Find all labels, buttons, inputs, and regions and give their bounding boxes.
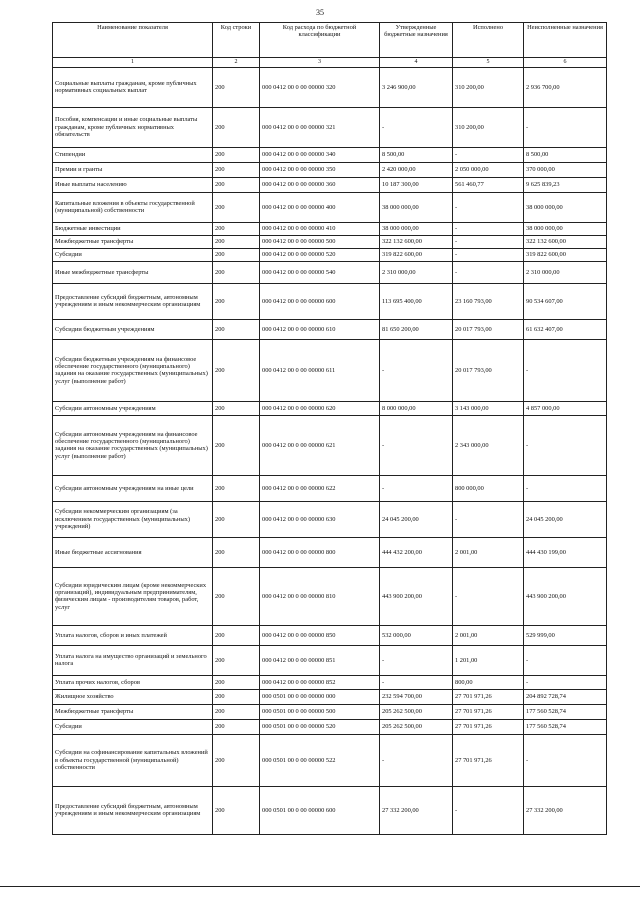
cell-indicator-name: Бюджетные инвестиции	[53, 222, 213, 235]
cell-executed: 561 460,77	[453, 177, 524, 192]
cell-line-code: 200	[213, 319, 260, 339]
cell-executed: 1 201,00	[453, 645, 524, 675]
cell-executed: 800 000,00	[453, 475, 524, 501]
cell-unexecuted: -	[524, 107, 607, 147]
cell-expense-code: 000 0412 00 0 00 00000 350	[260, 162, 380, 177]
cell-approved: -	[380, 475, 453, 501]
cell-line-code: 200	[213, 537, 260, 567]
cell-executed: 3 143 000,00	[453, 401, 524, 415]
cell-executed: -	[453, 248, 524, 261]
table-row	[53, 177, 607, 192]
cell-indicator-name: Стипендии	[53, 147, 213, 162]
cell-line-code: 200	[213, 401, 260, 415]
table-row	[53, 415, 607, 475]
cell-unexecuted: -	[524, 734, 607, 786]
cell-expense-code: 000 0412 00 0 00 00000 622	[260, 475, 380, 501]
cell-line-code: 200	[213, 283, 260, 319]
cell-unexecuted: 24 045 200,00	[524, 501, 607, 537]
cell-line-code: 200	[213, 415, 260, 475]
header-executed: Исполнено	[453, 23, 524, 58]
cell-executed: 310 200,00	[453, 67, 524, 107]
cell-unexecuted: 443 900 200,00	[524, 567, 607, 625]
cell-indicator-name: Капитальные вложения в объекты государственной (муниципальной) собственности	[53, 192, 213, 222]
cell-line-code: 200	[213, 248, 260, 261]
cell-line-code: 200	[213, 675, 260, 689]
cell-approved: 232 594 700,00	[380, 689, 453, 704]
cell-indicator-name: Субсидии	[53, 719, 213, 734]
cell-expense-code: 000 0412 00 0 00 00000 810	[260, 567, 380, 625]
cell-approved: -	[380, 645, 453, 675]
table-row	[53, 339, 607, 401]
header-line-code: Код строки	[213, 23, 260, 58]
table-header-row	[53, 23, 607, 58]
cell-approved: -	[380, 107, 453, 147]
cell-indicator-name: Предоставление субсидий бюджетным, автономным учреждениям и иным некоммерческим организациям	[53, 283, 213, 319]
cell-unexecuted: -	[524, 339, 607, 401]
cell-indicator-name: Иные выплаты населению	[53, 177, 213, 192]
cell-approved: 443 900 200,00	[380, 567, 453, 625]
cell-indicator-name: Субсидии юридическим лицам (кроме некоммерческих организаций), индивидуальным предпринимателям, физическим лицам - производителям товаров, работ, услуг	[53, 567, 213, 625]
cell-expense-code: 000 0412 00 0 00 00000 540	[260, 261, 380, 283]
cell-indicator-name: Субсидии	[53, 248, 213, 261]
column-number: 1	[53, 58, 213, 68]
header-indicator-name: Наименование показателя	[53, 23, 213, 58]
cell-approved: 2 310 000,00	[380, 261, 453, 283]
table-row	[53, 734, 607, 786]
column-number-row	[53, 58, 607, 68]
cell-executed: -	[453, 222, 524, 235]
cell-indicator-name: Субсидии бюджетным учреждениям на финансовое обеспечение государственного (муниципального) задания на оказание государственных (муниципальных) услуг (выполнение работ)	[53, 339, 213, 401]
cell-line-code: 200	[213, 719, 260, 734]
table-row	[53, 625, 607, 645]
cell-line-code: 200	[213, 339, 260, 401]
cell-approved: 8 500,00	[380, 147, 453, 162]
table-row	[53, 567, 607, 625]
table-row	[53, 704, 607, 719]
cell-line-code: 200	[213, 475, 260, 501]
cell-expense-code: 000 0412 00 0 00 00000 630	[260, 501, 380, 537]
cell-executed: 2 050 000,00	[453, 162, 524, 177]
cell-expense-code: 000 0412 00 0 00 00000 800	[260, 537, 380, 567]
cell-approved: -	[380, 675, 453, 689]
cell-line-code: 200	[213, 107, 260, 147]
cell-approved: -	[380, 415, 453, 475]
cell-unexecuted: 27 332 200,00	[524, 786, 607, 834]
cell-line-code: 200	[213, 192, 260, 222]
cell-unexecuted: 204 892 728,74	[524, 689, 607, 704]
cell-executed: 27 701 971,26	[453, 689, 524, 704]
table-row	[53, 537, 607, 567]
cell-unexecuted: 444 430 199,00	[524, 537, 607, 567]
column-number: 6	[524, 58, 607, 68]
cell-indicator-name: Субсидии автономным учреждениям	[53, 401, 213, 415]
cell-indicator-name: Уплата налогов, сборов и иных платежей	[53, 625, 213, 645]
cell-unexecuted: 9 625 839,23	[524, 177, 607, 192]
budget-execution-table	[52, 22, 607, 835]
cell-expense-code: 000 0412 00 0 00 00000 320	[260, 67, 380, 107]
table-row	[53, 501, 607, 537]
cell-approved: 205 262 500,00	[380, 704, 453, 719]
cell-executed: 27 701 971,26	[453, 704, 524, 719]
cell-approved: 2 420 000,00	[380, 162, 453, 177]
table-row	[53, 401, 607, 415]
cell-approved: -	[380, 734, 453, 786]
cell-indicator-name: Уплата прочих налогов, сборов	[53, 675, 213, 689]
cell-executed: -	[453, 192, 524, 222]
cell-executed: 2 001,00	[453, 625, 524, 645]
cell-expense-code: 000 0412 00 0 00 00000 340	[260, 147, 380, 162]
cell-expense-code: 000 0412 00 0 00 00000 852	[260, 675, 380, 689]
cell-unexecuted: 38 000 000,00	[524, 192, 607, 222]
cell-expense-code: 000 0501 00 0 00 00000 000	[260, 689, 380, 704]
cell-approved: -	[380, 339, 453, 401]
cell-expense-code: 000 0501 00 0 00 00000 600	[260, 786, 380, 834]
cell-indicator-name: Иные межбюджетные трансферты	[53, 261, 213, 283]
table-row	[53, 261, 607, 283]
cell-unexecuted: 322 132 600,00	[524, 235, 607, 248]
cell-approved: 532 000,00	[380, 625, 453, 645]
cell-expense-code: 000 0501 00 0 00 00000 500	[260, 704, 380, 719]
cell-line-code: 200	[213, 177, 260, 192]
cell-line-code: 200	[213, 734, 260, 786]
cell-unexecuted: 2 936 700,00	[524, 67, 607, 107]
cell-executed: -	[453, 567, 524, 625]
cell-expense-code: 000 0412 00 0 00 00000 321	[260, 107, 380, 147]
cell-unexecuted: 38 000 000,00	[524, 222, 607, 235]
table-row	[53, 689, 607, 704]
cell-executed: 2 001,00	[453, 537, 524, 567]
cell-expense-code: 000 0501 00 0 00 00000 520	[260, 719, 380, 734]
table-row	[53, 222, 607, 235]
cell-executed: -	[453, 147, 524, 162]
header-unexecuted: Неисполненные назначения	[524, 23, 607, 58]
cell-approved: 319 822 600,00	[380, 248, 453, 261]
table-row	[53, 475, 607, 501]
cell-approved: 38 000 000,00	[380, 222, 453, 235]
cell-indicator-name: Субсидии на софинансирование капитальных вложений в объекты государственной (муниципальной) собственности	[53, 734, 213, 786]
cell-expense-code: 000 0412 00 0 00 00000 500	[260, 235, 380, 248]
cell-indicator-name: Субсидии автономным учреждениям на финансовое обеспечение государственного (муниципального) задания на оказание государственных (муниципальных) услуг (выполнение работ)	[53, 415, 213, 475]
cell-unexecuted: -	[524, 675, 607, 689]
cell-line-code: 200	[213, 67, 260, 107]
cell-line-code: 200	[213, 567, 260, 625]
cell-executed: 310 200,00	[453, 107, 524, 147]
table-row	[53, 645, 607, 675]
cell-expense-code: 000 0412 00 0 00 00000 611	[260, 339, 380, 401]
cell-unexecuted: 61 632 407,00	[524, 319, 607, 339]
cell-approved: 3 246 900,00	[380, 67, 453, 107]
cell-executed: 20 017 793,00	[453, 319, 524, 339]
cell-line-code: 200	[213, 235, 260, 248]
column-number: 5	[453, 58, 524, 68]
cell-indicator-name: Межбюджетные трансферты	[53, 704, 213, 719]
cell-executed: -	[453, 786, 524, 834]
cell-approved: 24 045 200,00	[380, 501, 453, 537]
cell-line-code: 200	[213, 689, 260, 704]
table-row	[53, 786, 607, 834]
cell-approved: 10 187 300,00	[380, 177, 453, 192]
table-row	[53, 67, 607, 107]
cell-executed: 20 017 793,00	[453, 339, 524, 401]
cell-expense-code: 000 0412 00 0 00 00000 520	[260, 248, 380, 261]
cell-unexecuted: -	[524, 415, 607, 475]
cell-unexecuted: 319 822 600,00	[524, 248, 607, 261]
cell-indicator-name: Предоставление субсидий бюджетным, автономным учреждениям и иным некоммерческим организациям	[53, 786, 213, 834]
cell-executed: -	[453, 235, 524, 248]
cell-expense-code: 000 0412 00 0 00 00000 360	[260, 177, 380, 192]
table-row	[53, 107, 607, 147]
cell-indicator-name: Жилищное хозяйство	[53, 689, 213, 704]
cell-line-code: 200	[213, 645, 260, 675]
table-row	[53, 235, 607, 248]
cell-indicator-name: Субсидии бюджетным учреждениям	[53, 319, 213, 339]
cell-unexecuted: 4 857 000,00	[524, 401, 607, 415]
column-number: 3	[260, 58, 380, 68]
cell-expense-code: 000 0412 00 0 00 00000 851	[260, 645, 380, 675]
cell-unexecuted: 177 560 528,74	[524, 719, 607, 734]
table-row	[53, 719, 607, 734]
cell-approved: 81 650 200,00	[380, 319, 453, 339]
table-row	[53, 283, 607, 319]
cell-unexecuted: 90 534 607,00	[524, 283, 607, 319]
table-row	[53, 192, 607, 222]
cell-executed: 27 701 971,26	[453, 734, 524, 786]
cell-unexecuted: 529 999,00	[524, 625, 607, 645]
cell-approved: 322 132 600,00	[380, 235, 453, 248]
table-body	[53, 67, 607, 834]
cell-indicator-name: Уплата налога на имущество организаций и земельного налога	[53, 645, 213, 675]
cell-line-code: 200	[213, 162, 260, 177]
table-row	[53, 147, 607, 162]
cell-executed: -	[453, 501, 524, 537]
cell-indicator-name: Премии и гранты	[53, 162, 213, 177]
page-bottom-rule	[0, 886, 640, 887]
cell-expense-code: 000 0412 00 0 00 00000 850	[260, 625, 380, 645]
cell-executed: 2 343 000,00	[453, 415, 524, 475]
cell-line-code: 200	[213, 261, 260, 283]
table-row	[53, 675, 607, 689]
cell-approved: 113 695 400,00	[380, 283, 453, 319]
cell-executed: 23 160 793,00	[453, 283, 524, 319]
table-row	[53, 162, 607, 177]
cell-unexecuted: -	[524, 645, 607, 675]
cell-line-code: 200	[213, 786, 260, 834]
column-number: 2	[213, 58, 260, 68]
column-number: 4	[380, 58, 453, 68]
cell-line-code: 200	[213, 501, 260, 537]
cell-expense-code: 000 0412 00 0 00 00000 410	[260, 222, 380, 235]
cell-line-code: 200	[213, 147, 260, 162]
cell-unexecuted: 2 310 000,00	[524, 261, 607, 283]
cell-approved: 205 262 500,00	[380, 719, 453, 734]
cell-executed: -	[453, 261, 524, 283]
cell-approved: 444 432 200,00	[380, 537, 453, 567]
cell-executed: 27 701 971,26	[453, 719, 524, 734]
cell-approved: 8 000 000,00	[380, 401, 453, 415]
cell-expense-code: 000 0412 00 0 00 00000 621	[260, 415, 380, 475]
cell-indicator-name: Субсидии автономным учреждениям на иные цели	[53, 475, 213, 501]
cell-expense-code: 000 0501 00 0 00 00000 522	[260, 734, 380, 786]
cell-indicator-name: Субсидии некоммерческим организациям (за исключением государственных (муниципальных) учреждений)	[53, 501, 213, 537]
cell-unexecuted: 8 500,00	[524, 147, 607, 162]
cell-unexecuted: 370 000,00	[524, 162, 607, 177]
cell-indicator-name: Социальные выплаты гражданам, кроме публичных нормативных социальных выплат	[53, 67, 213, 107]
cell-expense-code: 000 0412 00 0 00 00000 600	[260, 283, 380, 319]
cell-unexecuted: -	[524, 475, 607, 501]
page-number: 35	[316, 8, 324, 17]
cell-indicator-name: Иные бюджетные ассигнования	[53, 537, 213, 567]
header-approved: Утвержденные бюджетные назначения	[380, 23, 453, 58]
cell-indicator-name: Межбюджетные трансферты	[53, 235, 213, 248]
table-row	[53, 248, 607, 261]
table-row	[53, 319, 607, 339]
cell-expense-code: 000 0412 00 0 00 00000 620	[260, 401, 380, 415]
cell-line-code: 200	[213, 222, 260, 235]
cell-approved: 38 000 000,00	[380, 192, 453, 222]
header-expense-code: Код расхода по бюджетной классификации	[260, 23, 380, 58]
cell-executed: 800,00	[453, 675, 524, 689]
cell-expense-code: 000 0412 00 0 00 00000 400	[260, 192, 380, 222]
cell-line-code: 200	[213, 625, 260, 645]
cell-approved: 27 332 200,00	[380, 786, 453, 834]
cell-unexecuted: 177 560 528,74	[524, 704, 607, 719]
cell-indicator-name: Пособия, компенсации и иные социальные выплаты гражданам, кроме публичных нормативных обязательств	[53, 107, 213, 147]
cell-line-code: 200	[213, 704, 260, 719]
cell-expense-code: 000 0412 00 0 00 00000 610	[260, 319, 380, 339]
